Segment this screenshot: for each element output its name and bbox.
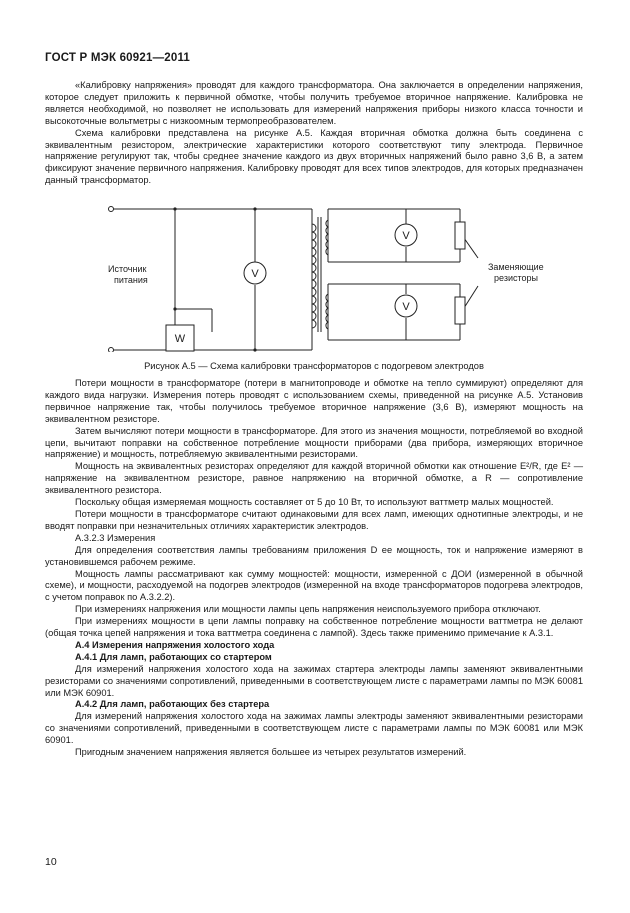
- paragraph: Потери мощности в трансформаторе считают одинаковыми для всех ламп, имеющих однотипные электроды, и не вводят поправки при незначительных отличиях характеристик электродов.: [45, 508, 583, 531]
- resistor-label-1: Заменяющие: [488, 262, 544, 272]
- svg-text:W: W: [174, 333, 186, 345]
- document-header: ГОСТ Р МЭК 60921—2011: [45, 52, 191, 64]
- paragraph: «Калибровку напряжения» проводят для каждого трансформатора. Она заключается в определении напряжения, которое следует приложить к первичной обмотке, чтобы получить требуемое вторичное напряжение. Калибровка не является необходимой, но позволяет не использовать для измерений напряжения приборы низкого класса точности и высокоточные вольтметры с низкоомным термопреобразователем.: [45, 80, 583, 126]
- intro-section: [45, 80, 583, 187]
- paragraph: Поскольку общая измеряемая мощность составляет от 5 до 10 Вт, то используют ваттметр малых мощностей.: [75, 497, 554, 508]
- resistor-icon: [455, 297, 465, 324]
- paragraph: Затем вычисляют потери мощности в трансформаторе. Для этого из значения мощности, потребляемой во входной цепи, вычитают поправки на собственное потребление мощности приборами (два прибора, измеряющих вторичное напряжение) и мощность, потребляемую эквивалентными резисторами.: [45, 425, 583, 460]
- section-heading: А.4.2 Для ламп, работающих без стартера: [75, 699, 270, 710]
- section-heading: А.4.1 Для ламп, работающих со стартером: [75, 651, 272, 662]
- paragraph: Мощность лампы рассматривают как сумму мощностей: мощности, измеренной с ДОИ (измеренной в обычной схеме), и мощности, расходуемой на подогрев электродов (измеренной на входе трансформаторов подогрева электродов, с учетом поправок по А.3.2.2).: [45, 568, 583, 603]
- voltmeter-icon: [244, 262, 266, 284]
- body-section: [45, 378, 583, 759]
- source-label-1: Источник: [108, 264, 147, 274]
- paragraph: Пригодным значением напряжения является большее из четырех результатов измерений.: [75, 747, 467, 758]
- circuit-diagram: [100, 202, 570, 352]
- paragraph: При измерениях напряжения или мощности лампы цепь напряжения неиспользуемого прибора отключают.: [75, 604, 541, 615]
- paragraph: При измерениях мощности в цепи лампы поправку на собственное потребление мощности ваттметра не делают (общая точка цепей напряжения и тока ваттметра соединена с лампой). Здесь также применимо примечание к А.3.1.: [45, 616, 583, 639]
- section-heading: А.3.2.3 Измерения: [75, 532, 156, 543]
- paragraph: Для измерений напряжения холостого хода на зажимах лампы электроды заменяют эквивалентными резисторами со значениями сопротивлений, приведенными в соответствующем листе с параметрами лампы по МЭК 60081 или МЭК 60901.: [45, 711, 583, 746]
- wattmeter-icon: [166, 325, 194, 351]
- resistor-label-2: резисторы: [494, 273, 538, 283]
- svg-text:V: V: [402, 230, 410, 242]
- figure-a5-circuit: [100, 202, 570, 352]
- resistor-icon: [455, 222, 465, 249]
- section-heading: А.4 Измерения напряжения холостого хода: [75, 639, 275, 650]
- paragraph: Схема калибровки представлена на рисунке А.5. Каждая вторичная обмотка должна быть соединена с эквивалентным резистором, электрические характеристики которого соответствуют типу электрода. Первичное напряжение регулируют так, чтобы среднее значение каждого из двух вторичных напряжений было равно 3,6 В, а затем фиксируют значение первичного напряжения. Калибровку проводят для всех типов электродов, для которых предназначен данный трансформатор.: [45, 127, 583, 186]
- paragraph: Потери мощности в трансформаторе (потери в магнитопроводе и обмотке на тепло суммируют) определяют для каждого вида нагрузки. Измерения потерь проводят с использованием схемы, приведенной на рисунке А.5. Установив первичное напряжение так, чтобы получилось требуемое вторичное напряжение (3,6 В), измеряют мощность на эквивалентном резисторе.: [45, 378, 583, 424]
- svg-text:V: V: [402, 301, 410, 313]
- paragraph: Для определения соответствия лампы требованиям приложения D ее мощность, ток и напряжение измеряют в установившемся рабочем режиме.: [45, 544, 583, 567]
- paragraph: Для измерений напряжения холостого хода на зажимах стартера электроды лампы заменяют эквивалентными резисторами со значениями сопротивлений, приведенными в соответствующем листе с параметрами лампы по МЭК 60081 или МЭК 60901.: [45, 663, 583, 698]
- voltmeter-icon: [395, 295, 417, 317]
- page-number: 10: [45, 856, 57, 868]
- figure-caption: Рисунок А.5 — Схема калибровки трансформаторов с подогревом электродов: [144, 361, 484, 371]
- source-label-2: питания: [114, 275, 148, 285]
- paragraph: Мощность на эквивалентных резисторах определяют для каждой вторичной обмотки как отношение E²/R, где E² — напряжение на эквивалентном резисторе, равное напряжению на вторичной обмотке, а R — сопротивление эквивалентного резистора.: [45, 461, 583, 496]
- voltmeter-icon: [395, 224, 417, 246]
- svg-text:V: V: [251, 268, 259, 280]
